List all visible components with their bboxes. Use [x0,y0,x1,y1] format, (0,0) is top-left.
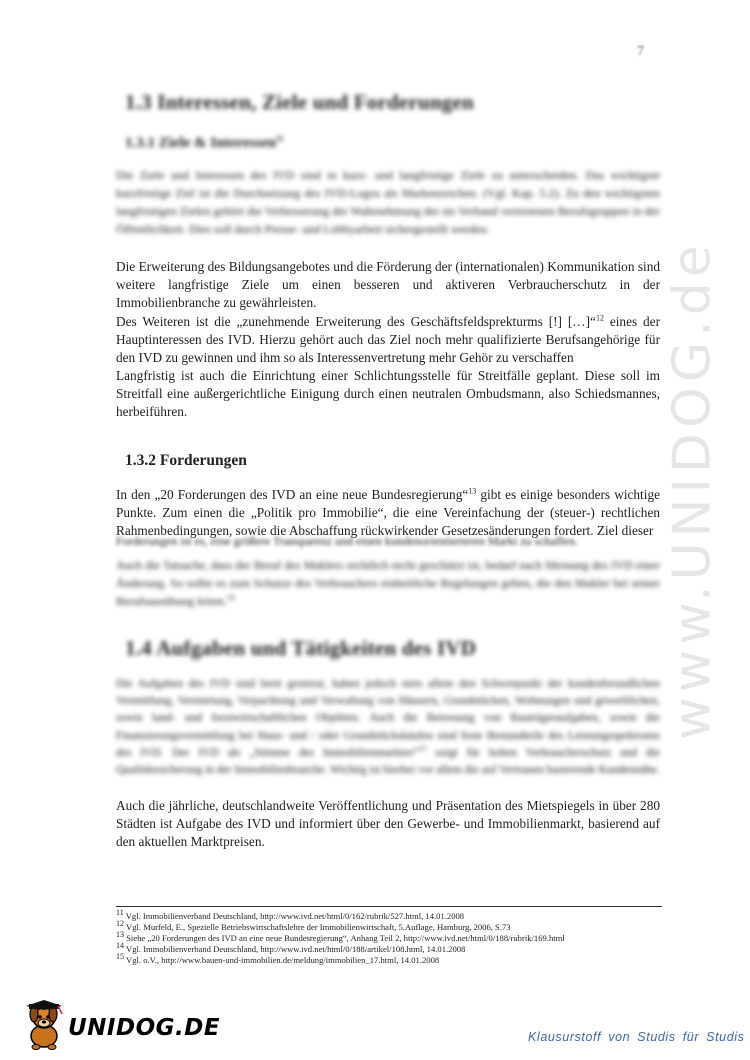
section-heading-1-4: 1.4 Aufgaben und Tätigkeiten des IVD [125,636,477,660]
subsection-title: 1.3.1 Ziele & Interessen [125,135,276,151]
paragraph-blurred-tasks [116,676,660,779]
paragraph-text: Des Weiteren ist die „zunehmende Erweiterung des Geschäftsfeldsprekturms [!] […]“ [116,314,596,329]
footnote-text: Vgl. o.V., http://www.bauen-und-immobilien.de/meldung/immobilien_17.html, 14.01.2008 [126,955,440,965]
footnote-text: Siehe „20 Forderungen des IVD an eine neue Bundesregierung“, Anhang Teil 2, http://www.ivd.net/html/0/188/rubrik/169.html [126,933,565,943]
subsection-heading-1-3-2: 1.3.2 Forderungen [125,452,247,469]
paragraph-blurred-goals: Die Ziele und Interessen des IVD sind in kurz- und langfristige Ziele zu unterscheiden. Das wichtigste kurzfristige Ziel ist die Durchsetzung des IVD-Logos als Markenzeichen. (Vgl. Kap. 5.2). Zu den wichtigsten langfristigen Zielen gehört die Verbesserung der Wahrnehmung der im Verband vertretenen Berufsgruppen in der Öffentlichkeit. Dies soll durch Presse- und Lobbyarbeit sichergestellt werden. [116,168,660,236]
footnotes [116,908,662,966]
footnote-11 [116,908,662,922]
paragraph-education-communication: Die Erweiterung des Bildungsangebotes und die Förderung der (internationalen) Kommunikation sind weitere langfristige Ziele um einen besseren und aktiveren Verbraucherschutz in der Immobilienbranche zu gewährleisten. [116,259,660,310]
section-heading-1-3: 1.3 Interessen, Ziele und Forderungen [125,90,474,114]
footnote-number: 13 [116,930,124,940]
footnote-number: 11 [116,908,124,918]
footnote-15 [116,952,662,966]
paragraph-arbitration: Langfristig ist auch die Einrichtung einer Schlichtungsstelle für Streitfälle geplant. Diese soll im Streitfall eine außergerichtliche Einigung durch einen neutralen Ombudsmann, also Schiedsmannes, herbeiführen. [116,368,660,419]
footnote-13 [116,930,662,944]
footnote-ref: 15 [418,743,427,753]
tagline: Klausurstoff von Studis für Studis [528,1030,745,1044]
paragraph-rent-index: Auch die jährliche, deutschlandweite Veröffentlichung und Präsentation des Mietspiegels in über 280 Städten ist Aufgabe des IVD und informiert über den Gewerbe- und Immobilienmarkt, basierend auf den aktuellen Marktpreisen. [116,798,660,849]
paragraph-text: In den „20 Forderungen des IVD an eine neue Bundesregierung“ [116,487,469,502]
unidog-logo[interactable] [22,1000,222,1052]
paragraph-text: Die Aufgaben des IVD sind breit gestreut, haben jedoch stets allem den Schwerpunkt der kundenfreundlichen Vermittlung, Vermietung, Verpachtung und Verwaltung von Häusern, Grundstücken, Wohnungen und gewerblichen, sowie land- und forstwirtschaftlichen Objekten. Auch die Betreuung von Bauträgeraufgaben, sowie die Finanzierungsvermittlung bei Haus- und / oder Grundstückskäufen sind feste Bestandteile des Leistungsspektrums des IVD. Der IVD als „Stimme des Immobilienmarktes“ [116,678,660,759]
footnote-divider [116,906,662,907]
paragraph-text: Auch die Tatsache, dass der Beruf des Maklers rechtlich nicht geschützt ist, bedarf nach Meinung des IVD einer Änderung. So sollte es zum Schutze des Verbrauchers einheitliche Regelungen geben, die den Makler bei seiner Berufsausübung leiten. [116,558,660,608]
paragraph-text: sorgt für hohen Verbraucherschutz und die Qualitätssicherung in der Immobilienbranche. Wichtig ist hierbei vor allem die auf Vertrauen basierende Kundennähe. [116,746,661,777]
footnote-ref: 12 [595,313,604,323]
footnote-text: Vgl. Immobilienverband Deutschland, http://www.ivd.net/html/0/188/artikel/108.html, 14.01.2008 [126,944,466,954]
paragraph-business-field [116,313,660,367]
footnote-number: 12 [116,919,124,929]
footnote-12 [116,919,662,933]
footnote-text: Vgl. Murfeld, E., Spezielle Betriebswirtschaftslehre der Immobilienwirtschaft, 5.Auflage, Hamburg, 2006, S.73 [126,922,511,932]
footnote-number: 14 [116,941,124,951]
watermark [648,240,738,740]
footnote-ref: 14 [226,593,235,602]
paragraph-blurred-transparency: Forderungen ist es, eine größere Transparenz und einen kundenorientierteren Markt zu schaffen. [116,534,578,548]
page-number: 7 [637,44,644,59]
footnote-text: Vgl. Immobilienverband Deutschland, http://www.ivd.net/html/0/162/rubrik/527.html, 14.01.2008 [125,911,465,921]
footnote-ref: 11 [275,134,284,143]
footnote-number: 15 [116,952,124,962]
paragraph-text: gibt es einige besonders wichtige Punkte. Zum einen die „Politik pro Immobilie“, die eine Vereinfachung der (steuer-) rechtlichen Rahmenbedingungen, sowie die Abschaffung rückwirkender Gesetzesänderungen fordert. Ziel dieser [116,487,660,538]
watermark-text: www.UNIDOG.de [663,240,723,740]
dog-mascot-icon [22,1000,70,1052]
logo-wordmark: UNIDOG.DE [68,1015,221,1041]
footnote-14 [116,941,662,955]
subsection-heading-1-3-1 [125,135,284,152]
footnote-ref: 13 [468,486,477,496]
paragraph-text: eines der Hauptinteressen des IVD. Hierzu gehört auch das Ziel noch mehr qualifizierte Berufsangehörige für den IVD zu gewinnen und ihm so als Interessenvertretung mehr Gehör zu verschaffen [116,314,661,365]
paragraph-blurred-broker [116,556,660,610]
